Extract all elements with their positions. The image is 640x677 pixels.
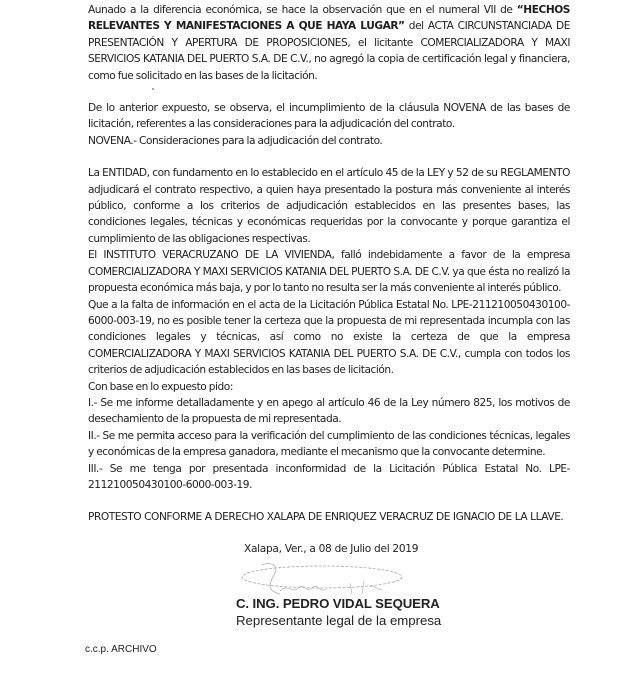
- signer-role: Representante legal de la empresa: [236, 613, 442, 629]
- ccp-archivo: c.c.p. ARCHIVO: [85, 644, 157, 656]
- paragraph-novena-heading: NOVENA.- Consideraciones para la adjudicación del contrato.: [88, 134, 383, 147]
- paragraph-observacion-rest: del ACTA CIRCUNSTANCIADA DE PRESENTACIÓN Y APERTURA DE PROPOSICIONES, el licitante COMERCIALIZADORA Y MAXI SERVICIOS KATANIA DEL PUERTO S.A. DE C.V., no agregó la copia de certificación legal y financiera, como fue solicitado en las bases de la licitación.: [88, 20, 570, 82]
- document-column: [88, 2, 570, 557]
- signature-block: [236, 561, 476, 629]
- paragraph-spacer: [88, 84, 570, 100]
- signature-icon: [240, 561, 410, 595]
- document-body: [88, 2, 570, 493]
- paragraph-spacer: [88, 149, 570, 165]
- petition-item-2: II.- Se me permita acceso para la verificación del cumplimiento de las condiciones técnicas, legales y económicas de la empresa ganadora, mediante el mecanismo que la convocante determine.: [88, 429, 570, 459]
- scan-speck: [152, 88, 154, 90]
- petition-item-3: III.- Se me tenga por presentada inconformidad de la Licitación Pública Estatal No. LPE-211210050430100-6000-003-19.: [88, 462, 570, 491]
- paragraph-entidad: La ENTIDAD, con fundamento en lo establecido en el artículo 45 de la LEY y 52 de su REGLAMENTO adjudicará el contrato respectivo, a quien haya presentado la postura más conveniente al interés público, conforme a los criterios de adjudicación establecidos en las presentes bases, las condiciones legales, técnicas y económicas requeridas por la convocante y porque garantiza el cumplimiento de las obligaciones respectivas.: [88, 167, 570, 245]
- paragraph-incumplimiento: De lo anterior expuesto, se observa, el incumplimiento de la cláusula NOVENA de las bases de licitación, referentes a las consideraciones para la adjudicación del contrato.: [88, 102, 570, 131]
- place-date: Xalapa, Ver., a 08 de Julio del 2019: [244, 543, 419, 556]
- paragraph-falta-informacion: Que a la falta de información en el acta de la Licitación Pública Estatal No. LPE-211210050430100-6000-003-19, no es posible tener la certeza que la propuesta de mi representada incumpla con las condiciones legales y técnicas, así como no existe la certeza de que la empresa COMERCIALIZADORA Y MAXI SERVICIOS KATANIA DEL PUERTO S.A. DE C.V., cumpla con todos los criterios de adjudicación establecidos en las bases de licitación.: [88, 298, 570, 377]
- paragraph-observacion: [88, 2, 570, 84]
- paragraph-con-base: Con base en lo expuesto pido:: [88, 380, 233, 393]
- petition-item-1: I.- Se me informe detalladamente y en apego al artículo 46 de la Ley número 825, los motivos de desechamiento de la propuesta de mi representada.: [88, 396, 570, 426]
- protesto-statement: PROTESTO CONFORME A DERECHO XALAPA DE ENRIQUEZ VERACRUZ DE IGNACIO DE LA LLAVE.: [88, 511, 564, 524]
- signer-name: C. ING. PEDRO VIDAL SEQUERA: [236, 596, 440, 612]
- paragraph-observacion-bold: “HECHOS RELEVANTES Y MANIFESTACIONES A QUE HAYA LUGAR”: [88, 4, 570, 33]
- paragraph-instituto: El INSTITUTO VERACRUZANO DE LA VIVIENDA, falló indebidamente a favor de la empresa COMERCIALIZADORA Y MAXI SERVICIOS KATANIA DEL PUERTO S.A. DE C.V. ya que ésta no realizó la propuesta económica más baja, y por lo tanto no resulta ser la más conveniente al interés público.: [88, 249, 570, 295]
- paragraph-observacion-intro: Aunado a la diferencia económica, se hace la observación que en el numeral VII de: [88, 4, 517, 16]
